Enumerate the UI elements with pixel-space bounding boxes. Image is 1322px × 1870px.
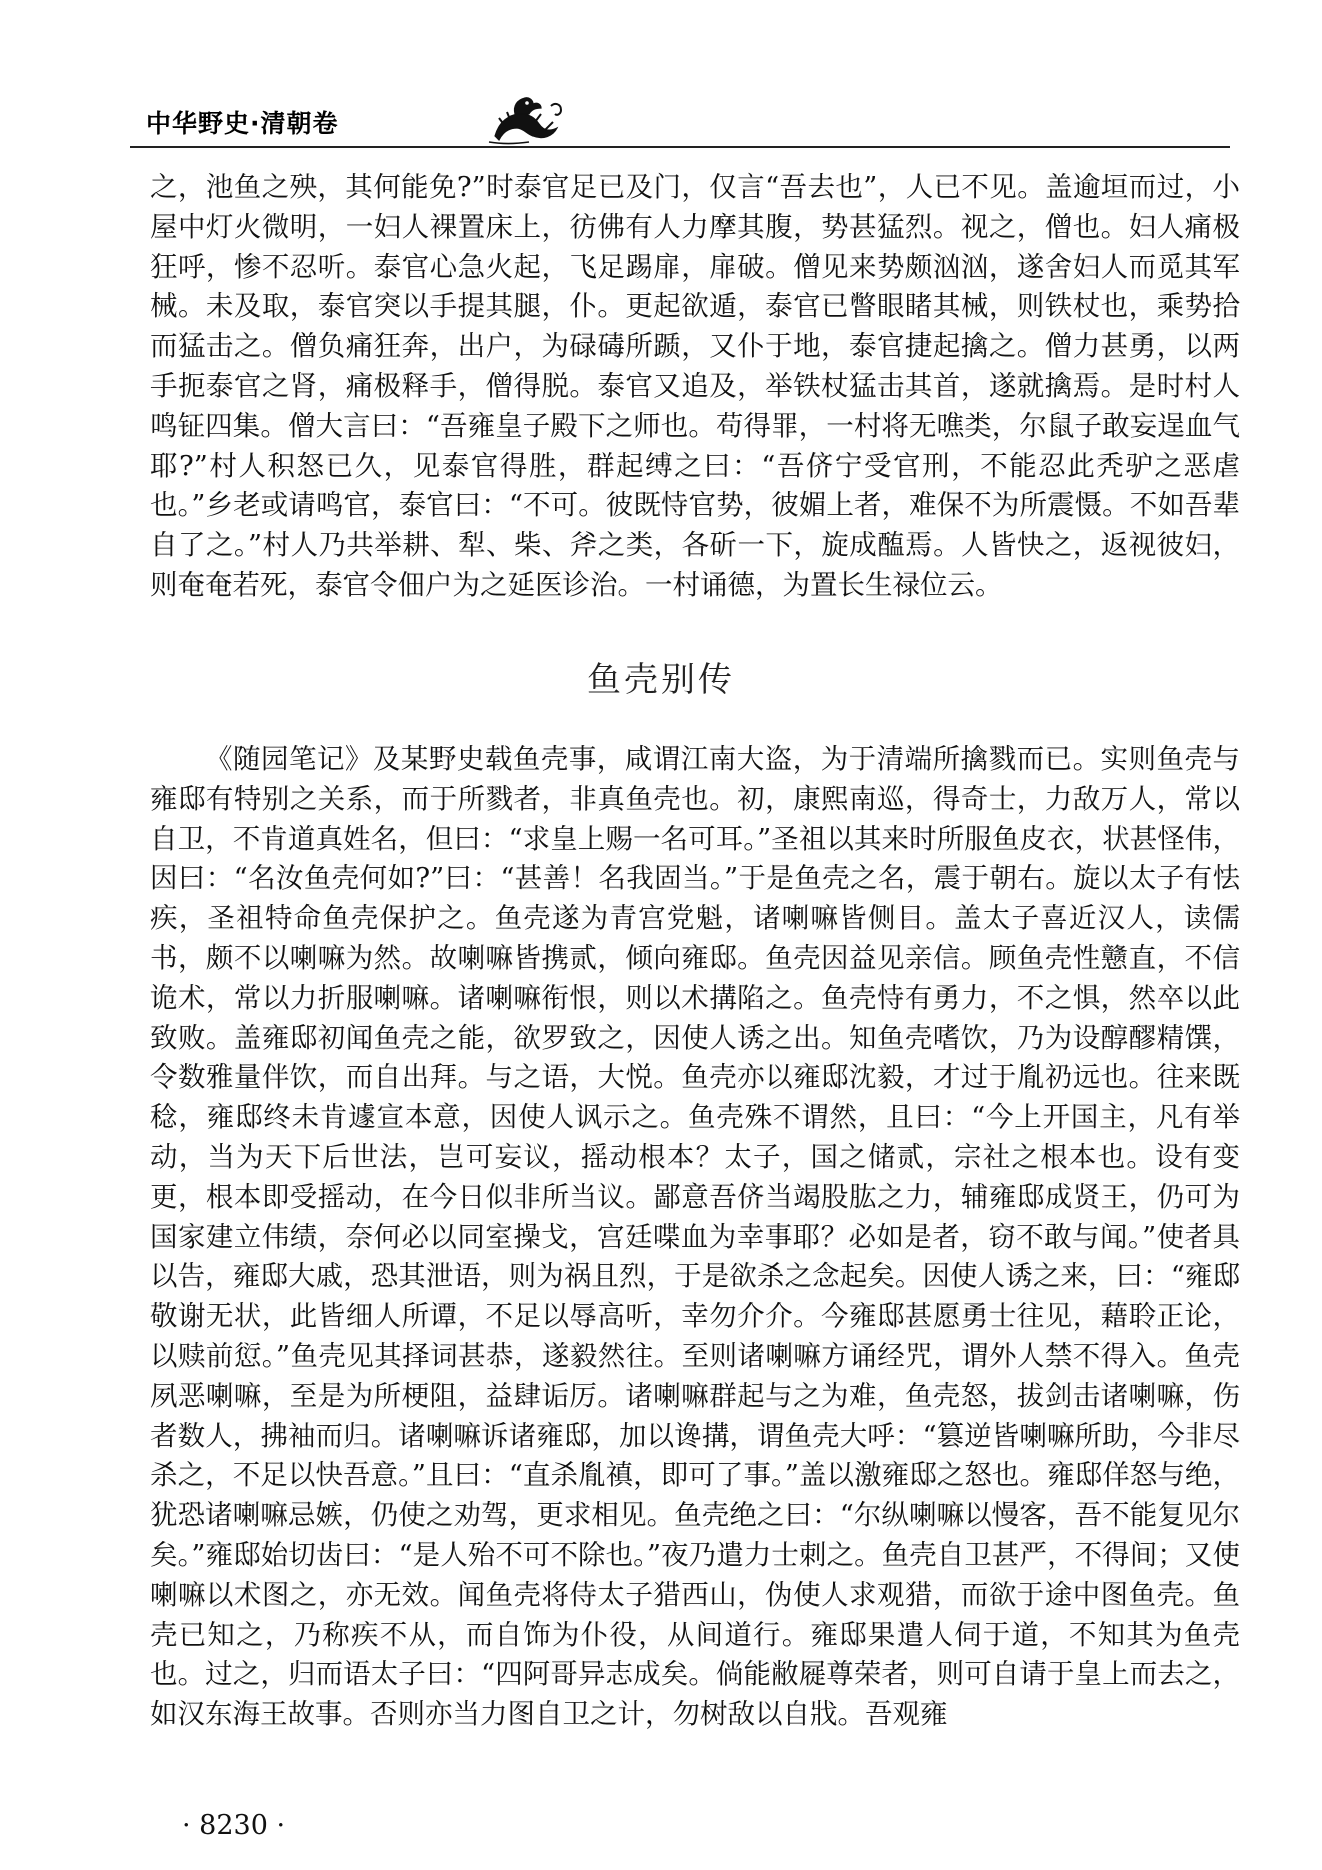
paragraph-main: 《随园笔记》及某野史载鱼壳事，咸谓江南大盗，为于清端所擒戮而已。实则鱼壳与雍邸有特别之关系，而于所戮者，非真鱼壳也。初，康熙南巡，得奇士，力敌万人，常以自卫，不肯道真姓名，但曰：“求皇上赐一名可耳。”圣祖以其来时所服鱼皮衣，状甚怪伟，因曰：“名汝鱼壳何如?”曰：“甚善！名我固当。”于是鱼壳之名，震于朝右。旋以太子有怯疾，圣祖特命鱼壳保护之。鱼壳遂为青宫党魁，诸喇嘛皆侧目。盖太子喜近汉人，读儒书，颇不以喇嘛为然。故喇嘛皆携贰，倾向雍邸。鱼壳因益见亲信。顾鱼壳性戆直，不信诡术，常以力折服喇嘛。诸喇嘛衔恨，则以术搆陷之。鱼壳恃有勇力，不之惧，然卒以此致败。盖雍邸初闻鱼壳之能，欲罗致之，因使人诱之出。知鱼壳嗜饮，乃为设醇醪精馔，令数雅量伴饮，而自出拜。与之语，大悦。鱼壳亦以雍邸沈毅，才过于胤礽远也。往来既稔，雍邸终未肯遽宣本意，因使人讽示之。鱼壳殊不谓然，且曰：“今上开国主，凡有举动，当为天下后世法，岂可妄议，摇动根本？太子，国之储贰，宗社之根本也。设有变更，根本即受摇动，在今日似非所当议。鄙意吾侪当竭股肱之力，辅雍邸成贤王，仍可为国家建立伟绩，奈何必以同室操戈，宫廷喋血为幸事耶？必如是者，窃不敢与闻。”使者具以告，雍邸大戚，恐其泄语，则为祸且烈，于是欲杀之念起矣。因使人诱之来，曰：“雍邸敬谢无状，此皆细人所谭，不足以辱高听，幸勿介介。今雍邸甚愿勇士往见，藉聆正论，以赎前愆。”鱼壳见其择词甚恭，遂毅然往。至则诸喇嘛方诵经咒，谓外人禁不得入。鱼壳夙恶喇嘛，至是为所梗阻，益肆诟厉。诸喇嘛群起与之为难，鱼壳怒，拔剑击诸喇嘛，伤者数人，拂袖而归。诸喇嘛诉诸雍邸，加以谗搆，谓鱼壳大呼：“篡逆皆喇嘛所助，今非尽杀之，不足以快吾意。”且曰：“直杀胤禛，即可了事。”盖以激雍邸之怒也。雍邸佯怒与绝，犹恐诸喇嘛忌嫉，仍使之劝驾，更求相见。鱼壳绝之曰：“尔纵喇嘛以慢客，吾不能复见尔矣。”雍邸始切齿曰：“是人殆不可不除也。”夜乃遣力士刺之。鱼壳自卫甚严，不得间；又使喇嘛以术图之，亦无效。闻鱼壳将侍太子猎西山，伪使人求观猎，而欲于途中图鱼壳。鱼壳已知之，乃称疾不从，而自饰为仆役，从间道行。雍邸果遣人伺于道，不知其为鱼壳也。过之，归而语太子曰：“四阿哥异志成矣。倘能敝屣尊荣者，则可自请于皇上而去之，如汉东海王故事。否则亦当力图自卫之计，勿树敌以自戕。吾观雍 (150, 743, 1240, 1731)
dragon-emblem-icon (485, 92, 569, 148)
book-title: 中华野史·清朝卷 (146, 109, 339, 138)
paragraph-continued: 之，池鱼之殃，其何能免?”时泰官足已及门，仅言“吾去也”，人已不见。盖逾垣而过，小屋中灯火微明，一妇人裸置床上，彷佛有人力摩其腹，势甚猛烈。视之，僧也。妇人痛极狂呼，惨不忍听。泰官心急火起，飞足踢扉，扉破。僧见来势颇汹汹，遂舍妇人而觅其军械。未及取，泰官突以手提其腿，仆。更起欲遁，泰官已瞥眼睹其械，则铁杖也，乘势拾而猛击之。僧负痛狂奔，出户，为碌碡所踬，又仆于地，泰官捷起擒之。僧力甚勇，以两手扼泰官之肾，痛极释手，僧得脱。泰官又追及，举铁杖猛击其首，遂就擒焉。是时村人鸣钲四集。僧大言曰：“吾雍皇子殿下之师也。苟得罪，一村将无噍类，尔鼠子敢妄逞血气耶?”村人积怒已久，见泰官得胜，群起缚之曰：“吾侪宁受官刑，不能忍此秃驴之恶虐也。”乡老或请鸣官，泰官曰：“不可。彼既恃官势，彼媚上者，难保不为所震慑。不如吾辈自了之。”村人乃共举耕、犁、柴、斧之类，各斫一下，旋成醢焉。人皆快之，返视彼妇，则奄奄若死，泰官令佃户为之延医诊治。一村诵德，为置长生禄位云。 (150, 171, 1240, 601)
header-divider (130, 146, 1230, 148)
page-header (130, 92, 1230, 152)
section-title: 鱼壳别传 (587, 660, 735, 700)
page-number: · 8230 · (182, 1810, 286, 1841)
